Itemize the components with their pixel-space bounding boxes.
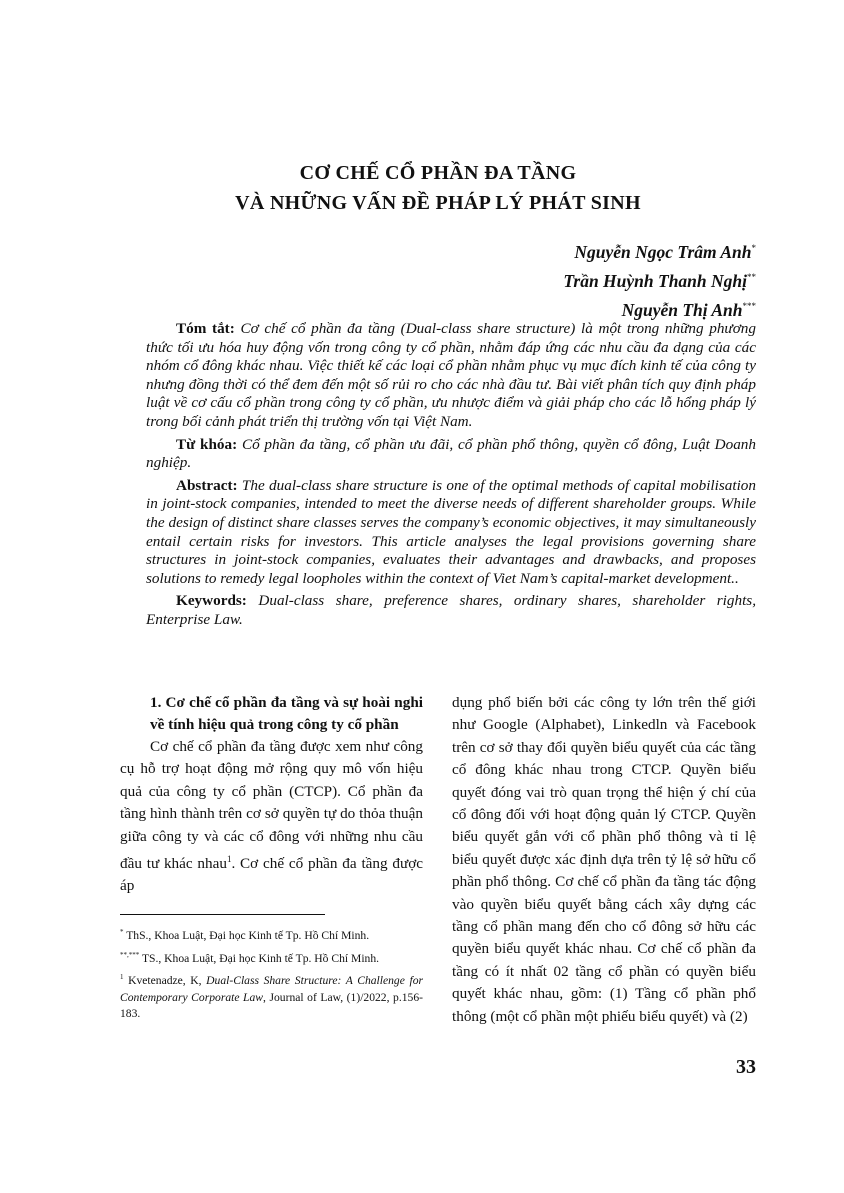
title-line-2: VÀ NHỮNG VẤN ĐỀ PHÁP LÝ PHÁT SINH bbox=[235, 192, 641, 214]
abstract-vi-label: Tóm tắt: bbox=[176, 320, 235, 337]
section-heading: 1. Cơ chế cổ phần đa tầng và sự hoài nghi về tính hiệu quả trong công ty cổ phần bbox=[150, 694, 423, 733]
abstract-vietnamese bbox=[146, 320, 756, 432]
title-line-1: CƠ CHẾ CỔ PHẦN ĐA TẦNG bbox=[299, 162, 577, 184]
author-name: Nguyễn Ngọc Trâm Anh bbox=[574, 242, 752, 262]
author-name: Trần Huỳnh Thanh Nghị bbox=[563, 271, 747, 291]
paragraph-text: Cơ chế cổ phần đa tầng được xem như công cụ hỗ trợ hoạt động mở rộng quy mô vốn hiệu quả của công ty cổ phần (CTCP). Cổ phần đa tầng hình thành trên cơ sở quyền tự do thỏa thuận giữa công ty và các cổ đông với những nhu cầu đầu tư khác nhau bbox=[120, 738, 423, 873]
footnote-text-end: , Journal of Law, (1)/2022, p.156-183. bbox=[120, 990, 423, 1021]
keywords-vietnamese bbox=[146, 436, 756, 473]
abstract-en-text: The dual-class share structure is one of the optimal methods of capital mobilisation in joint-stock companies, intended to meet the diverse needs of different shareholder groups. While the design of distinct share classes serves the company’s economic objectives, it may simultaneously entail certain risks for investors. This article analyses the legal provisions governing share structures in joint-stock companies, evaluates their advantages and drawbacks, and proposes solutions to remedy legal loopholes within the context of Viet Nam’s capital-market development.. bbox=[146, 476, 756, 587]
footnote-author-2-3 bbox=[120, 947, 423, 968]
author-affiliation-mark: * bbox=[751, 243, 756, 253]
page-number: 33 bbox=[736, 1056, 756, 1078]
body-paragraph-continued: dụng phổ biến bởi các công ty lớn trên thế giới như Google (Alphabet), Linkedln và Facebook trên cơ sở thay đổi quyền biểu quyết của các tầng cổ đông khác nhau trong CTCP. Quyền biểu quyết đóng vai trò quan trọng thể hiện ý chí của cổ đông đối với hoạt động quản lý CTCP. Quyền biểu quyết gắn với cổ phần phổ thông và tỉ lệ biểu quyết được xác định dựa trên tỷ lệ sở hữu cổ phần phổ thông. Cơ chế cổ phần đa tầng tác động vào quyền biểu quyết bằng cách xây dựng các tầng cổ phần mang đến cho cổ đông sở hữu các quyền biểu quyết khác nhau. Cơ chế cổ phần đa tầng có ít nhất 02 tầng cổ phần có quyền biểu quyết khác nhau, gồm: (1) Tầng cổ phần phổ thông (một cổ phần một phiếu biểu quyết) và (2) bbox=[452, 694, 756, 1025]
author-1 bbox=[563, 236, 756, 265]
footnote-divider bbox=[120, 914, 325, 915]
footnote-1 bbox=[120, 969, 423, 1023]
footnote-mark: **,*** bbox=[120, 950, 140, 959]
footnotes bbox=[120, 924, 423, 1025]
author-3 bbox=[563, 294, 756, 323]
author-affiliation-mark: ** bbox=[747, 272, 756, 282]
keywords-vi-text: Cổ phần đa tầng, cổ phần ưu đãi, cổ phần phổ thông, quyền cổ đông, Luật Doanh nghiệp. bbox=[146, 435, 756, 472]
author-list bbox=[563, 236, 756, 323]
keywords-vi-label: Từ khóa: bbox=[176, 435, 238, 453]
keywords-en-text: Dual-class share, preference shares, ordinary shares, shareholder rights, Enterprise Law. bbox=[146, 592, 756, 628]
body-paragraph bbox=[120, 736, 423, 898]
article-title bbox=[120, 158, 756, 218]
keywords-english bbox=[146, 592, 756, 629]
abstract-english bbox=[146, 477, 756, 589]
author-2 bbox=[563, 265, 756, 294]
body-column-right bbox=[452, 692, 756, 1028]
footnote-cited-title: Dual-Class Share Structure: A Challenge for Contemporary Corporate Law bbox=[120, 974, 423, 1004]
abstract-block bbox=[146, 320, 756, 634]
footnote-reference[interactable]: 1 bbox=[226, 854, 232, 865]
footnote-text: ThS., Khoa Luật, Đại học Kinh tế Tp. Hồ Chí Minh. bbox=[123, 929, 370, 942]
author-affiliation-mark: *** bbox=[742, 301, 756, 311]
footnote-text: Kvetenadze, K, bbox=[123, 974, 207, 988]
footnote-mark: 1 bbox=[120, 973, 124, 982]
body-column-left bbox=[120, 692, 423, 898]
abstract-vi-text: Cơ chế cổ phần đa tầng (Dual-class share structure) là một trong những phương thức tối ưu hóa huy động vốn trong công ty cổ phần, nhằm đáp ứng các nhu cầu đa dạng của các nhóm cổ đông khác nhau. Việc thiết kế các loại cổ phần nhằm phục vụ mục đích kinh tế của công ty nhưng đồng thời có thể đem đến một số rủi ro cho các nhà đầu tư. Bài viết phân tích quy định pháp luật về cơ cấu cổ phần trong công ty cổ phần, ưu nhược điểm và giải pháp cho các lỗ hổng pháp lý trong bối cảnh phát triển thị trường vốn tại Việt Nam. bbox=[146, 320, 756, 430]
footnote-author-1 bbox=[120, 924, 423, 945]
paragraph-text-continued: . Cơ chế cổ phần đa tầng được áp bbox=[120, 855, 423, 895]
keywords-en-label: Keywords: bbox=[176, 592, 247, 610]
footnote-text: TS., Khoa Luật, Đại học Kinh tế Tp. Hồ Chí Minh. bbox=[139, 951, 380, 965]
author-name: Nguyễn Thị Anh bbox=[621, 300, 743, 320]
abstract-en-label: Abstract: bbox=[176, 476, 238, 494]
footnote-mark: * bbox=[120, 928, 124, 936]
